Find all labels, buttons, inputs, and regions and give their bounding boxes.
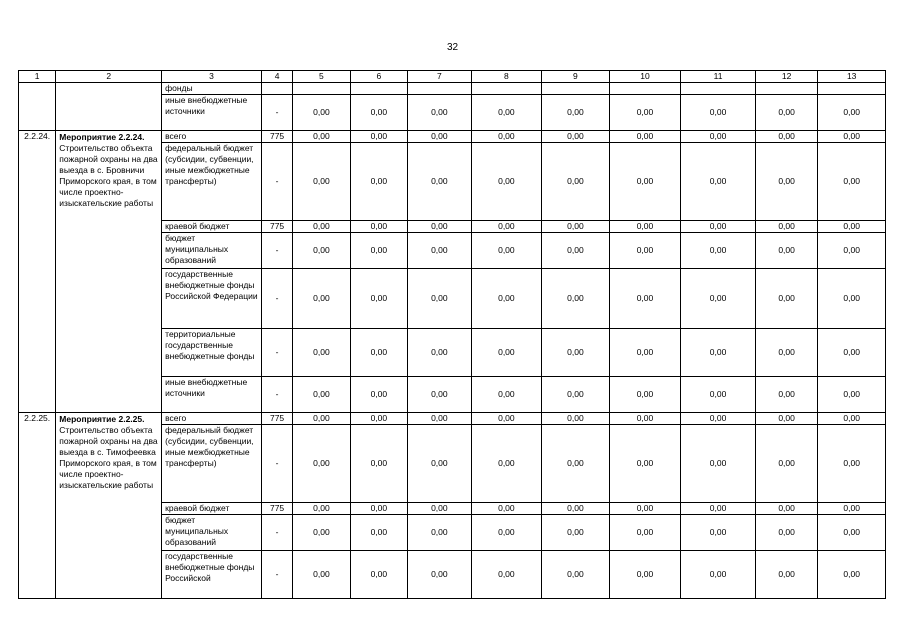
value-cell: 0,00 [293, 503, 350, 515]
measure-code: 2.2.25. [19, 413, 56, 599]
value-cell: 0,00 [818, 377, 886, 413]
measure-title: Мероприятие 2.2.24. [59, 132, 145, 142]
value-cell: 0,00 [293, 413, 350, 425]
value-cell: 0,00 [350, 515, 407, 551]
value-cell: 0,00 [755, 95, 818, 131]
value-cell: 0,00 [471, 269, 542, 329]
value-cell: 0,00 [818, 221, 886, 233]
value-cell: 0,00 [471, 503, 542, 515]
source-cell: всего [162, 413, 262, 425]
value-cell: 0,00 [681, 143, 756, 221]
value-cell: 0,00 [542, 221, 610, 233]
value-cell: 0,00 [408, 503, 472, 515]
measure-description: Строительство объекта пожарной охраны на два выезда в с. Бровничи Приморского края, в том числе проектно-изыскательские работы [59, 143, 158, 208]
value-cell: 0,00 [542, 503, 610, 515]
value-cell: 0,00 [609, 377, 681, 413]
value-cell: 0,00 [471, 425, 542, 503]
source-cell: федеральный бюджет (субсидии, субвенции, иные межбюджетные трансферты) [162, 425, 262, 503]
value-cell: 0,00 [350, 221, 407, 233]
value-cell: 0,00 [755, 233, 818, 269]
empty-cell [261, 83, 292, 95]
value-cell: 0,00 [471, 233, 542, 269]
value-cell: 0,00 [350, 377, 407, 413]
source-cell: бюджет муниципальных образований [162, 515, 262, 551]
source-cell: государственные внебюджетные фонды Российской [162, 551, 262, 599]
value-cell: 0,00 [818, 143, 886, 221]
value-cell: 0,00 [609, 413, 681, 425]
source-cell: территориальные государственные внебюджетные фонды [162, 329, 262, 377]
value-cell: 0,00 [681, 515, 756, 551]
page-number: 32 [446, 42, 459, 53]
value-cell: 0,00 [818, 131, 886, 143]
value-cell: 0,00 [755, 131, 818, 143]
value-cell: 0,00 [818, 233, 886, 269]
value-cell: 0,00 [609, 269, 681, 329]
value-cell: 0,00 [471, 515, 542, 551]
column-header: 7 [408, 71, 472, 83]
value-cell: 0,00 [471, 413, 542, 425]
source-cell: всего [162, 131, 262, 143]
value-cell: 0,00 [350, 329, 407, 377]
value-cell: 0,00 [542, 515, 610, 551]
value-cell: 0,00 [408, 551, 472, 599]
value-cell: 0,00 [818, 269, 886, 329]
empty-cell [681, 83, 756, 95]
value-cell: 0,00 [293, 131, 350, 143]
value-cell: 0,00 [293, 329, 350, 377]
unit-cell: - [261, 425, 292, 503]
value-cell: 0,00 [609, 95, 681, 131]
unit-cell: 775 [261, 131, 292, 143]
value-cell: 0,00 [542, 233, 610, 269]
column-header: 5 [293, 71, 350, 83]
unit-cell: - [261, 269, 292, 329]
value-cell: 0,00 [755, 413, 818, 425]
value-cell: 0,00 [350, 503, 407, 515]
value-cell: 0,00 [681, 233, 756, 269]
value-cell: 0,00 [350, 131, 407, 143]
value-cell: 0,00 [408, 425, 472, 503]
value-cell: 0,00 [818, 329, 886, 377]
value-cell: 0,00 [755, 329, 818, 377]
source-cell: иные внебюджетные источники [162, 95, 262, 131]
value-cell: 0,00 [293, 233, 350, 269]
value-cell: 0,00 [609, 221, 681, 233]
value-cell: 0,00 [681, 269, 756, 329]
value-cell: 0,00 [818, 515, 886, 551]
value-cell: 0,00 [755, 377, 818, 413]
value-cell: 0,00 [818, 503, 886, 515]
value-cell: 0,00 [681, 413, 756, 425]
measure-description-cell [56, 413, 162, 599]
value-cell: 0,00 [408, 131, 472, 143]
description-cell [56, 83, 162, 131]
value-cell: 0,00 [408, 377, 472, 413]
value-cell: 0,00 [408, 221, 472, 233]
value-cell: 0,00 [542, 425, 610, 503]
column-header: 4 [261, 71, 292, 83]
table-row [19, 413, 886, 425]
column-header: 8 [471, 71, 542, 83]
column-header: 1 [19, 71, 56, 83]
value-cell: 0,00 [542, 377, 610, 413]
value-cell: 0,00 [471, 377, 542, 413]
value-cell: 0,00 [609, 143, 681, 221]
value-cell: 0,00 [350, 425, 407, 503]
value-cell: 0,00 [408, 413, 472, 425]
unit-cell: - [261, 95, 292, 131]
value-cell: 0,00 [350, 551, 407, 599]
value-cell: 0,00 [542, 329, 610, 377]
unit-cell: - [261, 551, 292, 599]
value-cell: 0,00 [609, 551, 681, 599]
value-cell: 0,00 [542, 95, 610, 131]
value-cell: 0,00 [818, 551, 886, 599]
measure-description-cell [56, 131, 162, 413]
value-cell: 0,00 [408, 515, 472, 551]
value-cell: 0,00 [681, 503, 756, 515]
value-cell: 0,00 [755, 269, 818, 329]
column-header: 2 [56, 71, 162, 83]
source-cell: краевой бюджет [162, 503, 262, 515]
source-cell: бюджет муниципальных образований [162, 233, 262, 269]
value-cell: 0,00 [755, 515, 818, 551]
unit-cell: - [261, 143, 292, 221]
table-row [19, 131, 886, 143]
value-cell: 0,00 [471, 95, 542, 131]
value-cell: 0,00 [471, 131, 542, 143]
column-header: 6 [350, 71, 407, 83]
value-cell: 0,00 [542, 551, 610, 599]
unit-cell: - [261, 233, 292, 269]
value-cell: 0,00 [681, 425, 756, 503]
source-cell: иные внебюджетные источники [162, 377, 262, 413]
value-cell: 0,00 [609, 329, 681, 377]
unit-cell: 775 [261, 503, 292, 515]
value-cell: 0,00 [818, 425, 886, 503]
unit-cell: - [261, 329, 292, 377]
value-cell: 0,00 [350, 95, 407, 131]
value-cell: 0,00 [755, 425, 818, 503]
unit-cell: 775 [261, 221, 292, 233]
column-header: 10 [609, 71, 681, 83]
value-cell: 0,00 [471, 329, 542, 377]
empty-cell [755, 83, 818, 95]
value-cell: 0,00 [609, 131, 681, 143]
empty-cell [350, 83, 407, 95]
source-cell: государственные внебюджетные фонды Российской Федерации [162, 269, 262, 329]
value-cell: 0,00 [542, 413, 610, 425]
value-cell: 0,00 [293, 269, 350, 329]
value-cell: 0,00 [350, 233, 407, 269]
value-cell: 0,00 [293, 143, 350, 221]
value-cell: 0,00 [818, 95, 886, 131]
value-cell: 0,00 [293, 425, 350, 503]
value-cell: 0,00 [609, 515, 681, 551]
value-cell: 0,00 [293, 515, 350, 551]
value-cell: 0,00 [755, 221, 818, 233]
value-cell: 0,00 [681, 329, 756, 377]
value-cell: 0,00 [755, 551, 818, 599]
value-cell: 0,00 [293, 95, 350, 131]
unit-cell: - [261, 377, 292, 413]
value-cell: 0,00 [609, 425, 681, 503]
value-cell: 0,00 [609, 503, 681, 515]
value-cell: 0,00 [408, 233, 472, 269]
value-cell: 0,00 [542, 269, 610, 329]
value-cell: 0,00 [408, 95, 472, 131]
value-cell: 0,00 [471, 551, 542, 599]
source-cell: фонды [162, 83, 262, 95]
column-header: 11 [681, 71, 756, 83]
measure-title: Мероприятие 2.2.25. [59, 414, 145, 424]
value-cell: 0,00 [350, 269, 407, 329]
value-cell: 0,00 [681, 221, 756, 233]
value-cell: 0,00 [681, 95, 756, 131]
value-cell: 0,00 [350, 143, 407, 221]
value-cell: 0,00 [293, 551, 350, 599]
value-cell: 0,00 [681, 551, 756, 599]
empty-cell [818, 83, 886, 95]
value-cell: 0,00 [542, 131, 610, 143]
value-cell: 0,00 [542, 143, 610, 221]
budget-table [18, 70, 886, 599]
empty-cell [408, 83, 472, 95]
empty-cell [542, 83, 610, 95]
value-cell: 0,00 [293, 377, 350, 413]
value-cell: 0,00 [681, 131, 756, 143]
value-cell: 0,00 [408, 269, 472, 329]
value-cell: 0,00 [408, 329, 472, 377]
column-header: 3 [162, 71, 262, 83]
value-cell: 0,00 [471, 143, 542, 221]
measure-code: 2.2.24. [19, 131, 56, 413]
unit-cell: 775 [261, 413, 292, 425]
column-header: 9 [542, 71, 610, 83]
source-cell: федеральный бюджет (субсидии, субвенции, иные межбюджетные трансферты) [162, 143, 262, 221]
value-cell: 0,00 [408, 143, 472, 221]
value-cell: 0,00 [350, 413, 407, 425]
measure-description: Строительство объекта пожарной охраны на два выезда в с. Тимофеевка Приморского края, в том числе проектно-изыскательские работы [59, 425, 158, 490]
code-cell [19, 83, 56, 131]
value-cell: 0,00 [755, 143, 818, 221]
value-cell: 0,00 [681, 377, 756, 413]
unit-cell: - [261, 515, 292, 551]
empty-cell [471, 83, 542, 95]
value-cell: 0,00 [609, 233, 681, 269]
value-cell: 0,00 [818, 413, 886, 425]
table-body [19, 71, 886, 599]
value-cell: 0,00 [471, 221, 542, 233]
value-cell: 0,00 [293, 221, 350, 233]
empty-cell [293, 83, 350, 95]
continuation-fragment-row [19, 83, 886, 95]
source-cell: краевой бюджет [162, 221, 262, 233]
column-header-row [19, 71, 886, 83]
column-header: 12 [755, 71, 818, 83]
value-cell: 0,00 [755, 503, 818, 515]
column-header: 13 [818, 71, 886, 83]
empty-cell [609, 83, 681, 95]
